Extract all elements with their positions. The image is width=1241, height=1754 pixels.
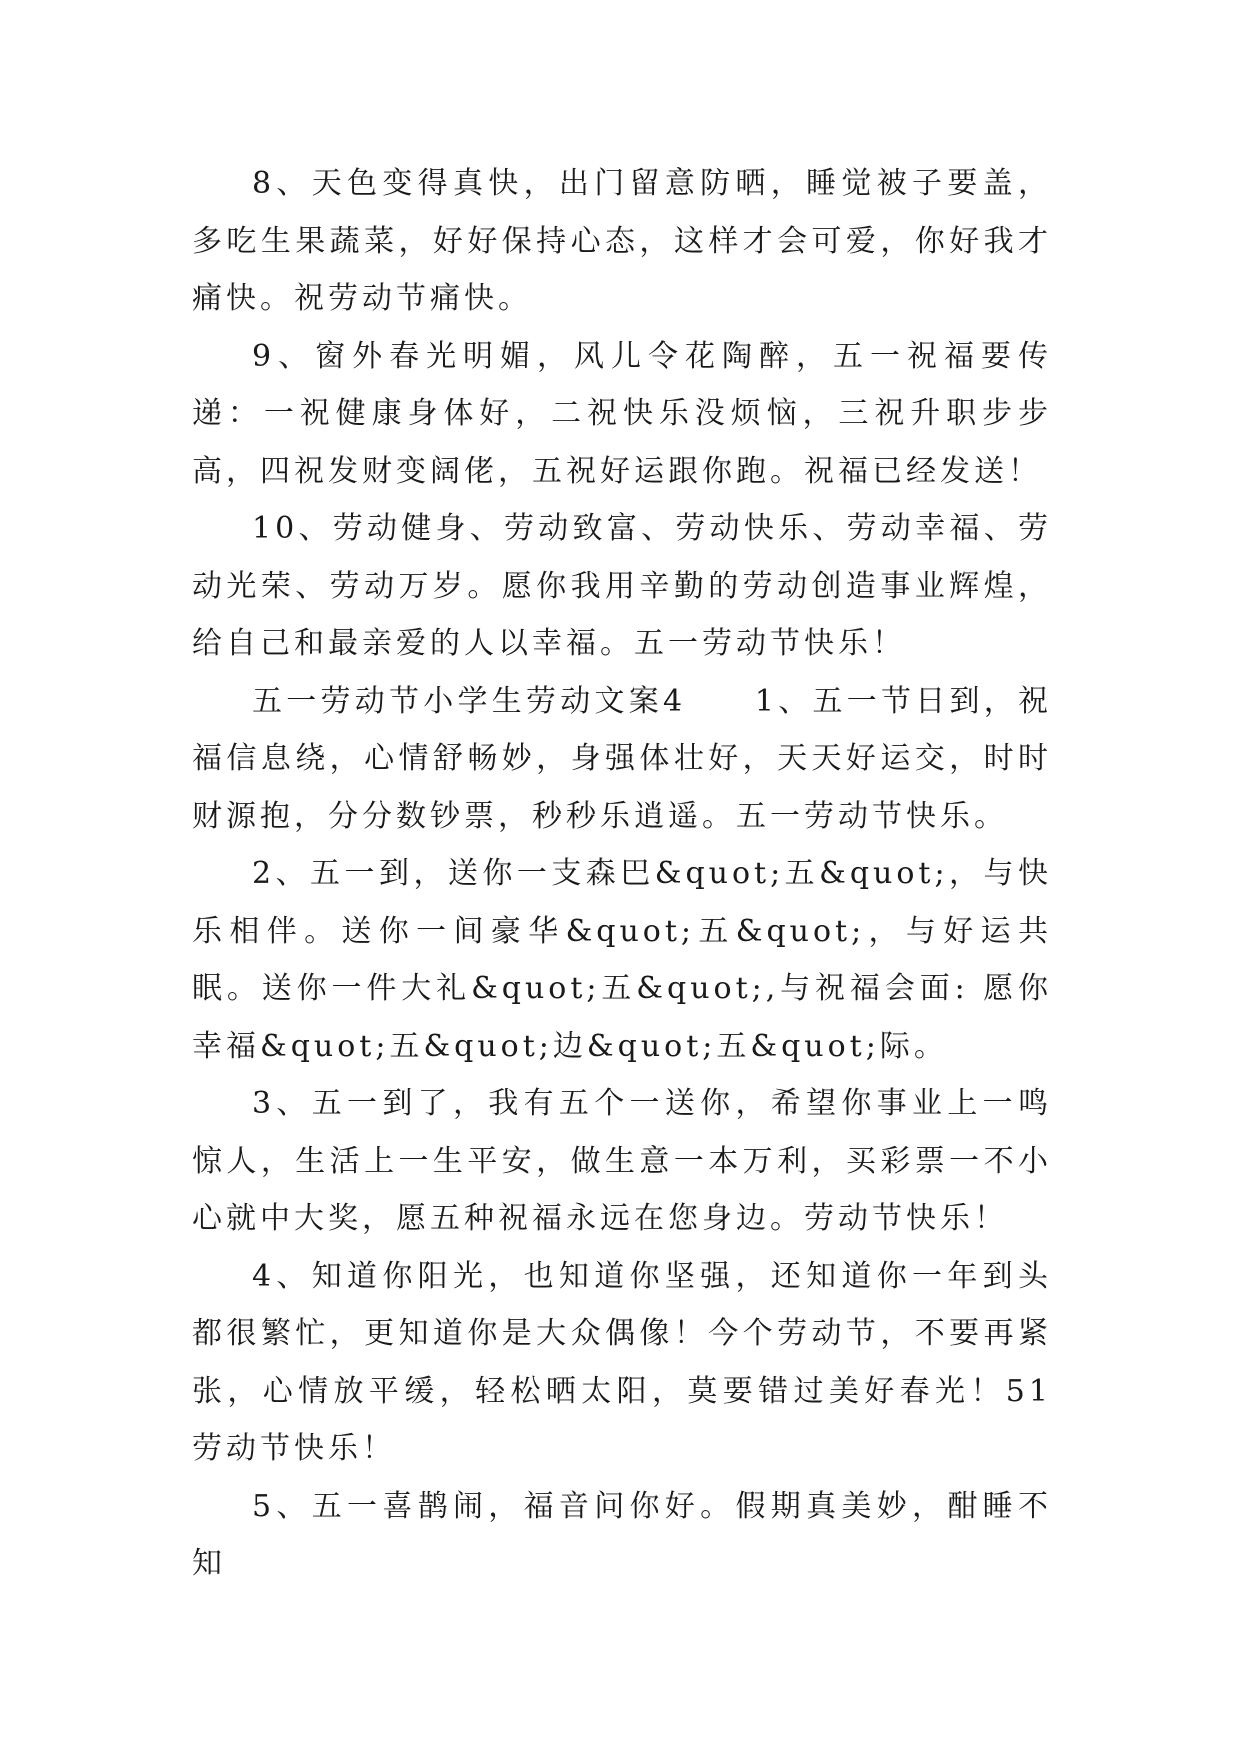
paragraph-5: 5、五一喜鹊闹，福音问你好。假期真美妙，酣睡不知 <box>192 1488 1052 1581</box>
section-4-paragraph-1: 五一劳动节小学生劳动文案4 1、五一节日到，祝福信息绕，心情舒畅妙，身强体壮好，天天好运交，时时财源抱，分分数钞票，秒秒乐逍遥。五一劳动节快乐。 <box>192 683 1052 834</box>
paragraph-2: 2、五一到，送你一支森巴&quot;五&quot;，与快乐相伴。送你一间豪华&quot;五&quot;，与好运共眠。送你一件大礼&quot;五&quot;,与祝福会面: 愿你幸福&quot;五&quot;边&quot;五&quot;际。 <box>192 856 1052 1064</box>
paragraph-3: 3、五一到了，我有五个一送你，希望你事业上一鸣惊人，生活上一生平安，做生意一本万利，买彩票一不小心就中大奖，愿五种祝福永远在您身边。劳动节快乐！ <box>192 1086 1052 1236</box>
paragraph-10: 10、劳动健身、劳动致富、劳动快乐、劳动幸福、劳动光荣、劳动万岁。愿你我用辛勤的劳动创造事业辉煌，给自己和最亲爱的人以幸福。五一劳动节快乐！ <box>192 511 1052 661</box>
paragraph-9: 9、窗外春光明媚，风儿令花陶醉，五一祝福要传递：一祝健康身体好，二祝快乐没烦恼，三祝升职步步高，四祝发财变阔佬，五祝好运跟你跑。祝福已经发送！ <box>192 338 1052 489</box>
paragraph-4: 4、知道你阳光，也知道你坚强，还知道你一年到头都很繁忙，更知道你是大众偶像！今个劳动节，不要再紧张，心情放平缓，轻松晒太阳，莫要错过美好春光！51劳动节快乐！ <box>192 1258 1052 1466</box>
document-body <box>192 155 1052 1593</box>
paragraph-8: 8、天色变得真快，出门留意防晒，睡觉被子要盖，多吃生果蔬菜，好好保持心态，这样才会可爱，你好我才痛快。祝劳动节痛快。 <box>192 166 1052 316</box>
